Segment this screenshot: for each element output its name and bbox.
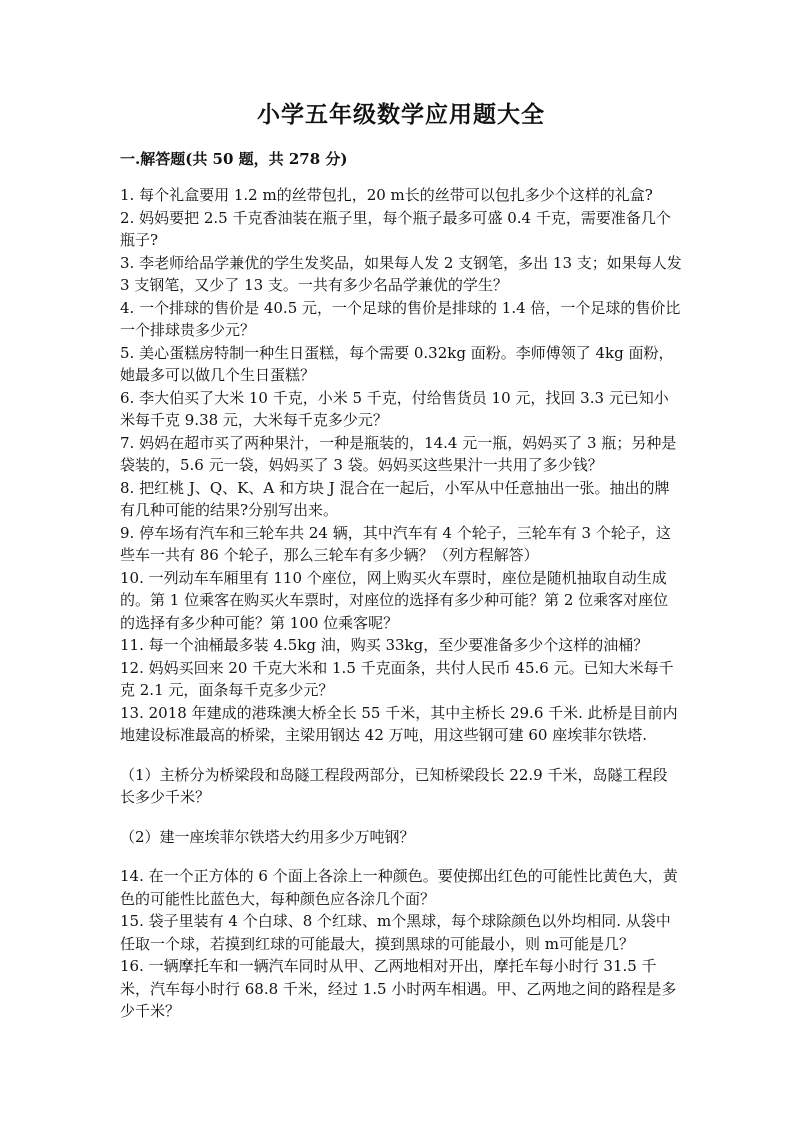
question-item: 6. 李大伯买了大米 10 千克，小米 5 千克，付给售货员 10 元，找回 3.3 元已知小米每千克 9.38 元，大米每千克多少元？ [120, 388, 669, 429]
question-item: 16. 一辆摩托车和一辆汽车同时从甲、乙两地相对开出，摩托车每小时行 31.5 千米，汽车每小时行 68.8 千米，经过 1.5 小时两车相遇。甲、乙两地之间的路程是多少千米？ [120, 957, 677, 1020]
question-item: 10. 一列动车车厢里有 110 个座位，网上购买火车票时，座位是随机抽取自动生成的。第 1 位乘客在购买火车票时，对座位的选择有多少种可能？第 2 位乘客对座位的选择有多少种可能？第 100 位乘客呢？ [120, 568, 669, 632]
spacer [120, 809, 682, 826]
question-item: 15. 袋子里装有 4 个白球、8 个红球、m个黑球，每个球除颜色以外均相同. 从袋中任取一个球，若摸到红球的可能最大，摸到黑球的可能最小，则 m可能是几？ [120, 912, 671, 953]
question-item: 12. 妈妈买回来 20 千克大米和 1.5 千克面条，共付人民币 45.6 元。已知大米每千克 2.1 元，面条每千克多少元？ [120, 658, 674, 699]
question-item: 14. 在一个正方体的 6 个面上各涂上一种颜色。要使掷出红色的可能性比黄色大，黄色的可能性比蓝色大，每种颜色应各涂几个面？ [120, 867, 678, 908]
question-item: 1. 每个礼盒要用 1.2 m的丝带包扎，20 m长的丝带可以包扎多少个这样的礼盒? [120, 186, 653, 204]
question-item: 5. 美心蛋糕房特制一种生日蛋糕，每个需要 0.32kg 面粉。李师傅领了 4kg 面粉，她最多可以做几个生日蛋糕？ [120, 343, 674, 384]
spacer [120, 747, 682, 764]
sub-question-item: （2）建一座埃菲尔铁塔大约用多少万吨钢？ [120, 827, 415, 846]
spacer [120, 848, 682, 865]
question-list [120, 184, 682, 1023]
question-item: 11. 每一个油桶最多装 4.5kg 油，购买 33kg，至少要准备多少个这样的油桶？ [120, 636, 649, 654]
question-item: 4. 一个排球的售价是 40.5 元，一个足球的售价是排球的 1.4 倍，一个足球的售价比一个排球贵多少元？ [120, 298, 681, 339]
question-item: 3. 李老师给品学兼优的学生发奖品，如果每人发 2 支钢笔，多出 13 支；如果每人发 3 支钢笔，又少了 13 支。一共有多少名品学兼优的学生？ [120, 253, 682, 294]
question-item: 13. 2018 年建成的港珠澳大桥全长 55 千米，其中主桥长 29.6 千米. 此桥是目前内地建设标准最高的桥梁，主梁用钢达 42 万吨，用这些钢可建 60 座埃菲尔铁塔. [120, 703, 678, 744]
question-item: 9. 停车场有汽车和三轮车共 24 辆，其中汽车有 4 个轮子，三轮车有 3 个轮子，这些车一共有 86 个轮子，那么三轮车有多少辆？（列方程解答） [120, 523, 671, 564]
sub-question-item: （1）主桥分为桥梁段和岛隧工程段两部分，已知桥梁段长 22.9 千米，岛隧工程段长多少千米？ [120, 765, 668, 806]
page-title: 小学五年级数学应用题大全 [257, 101, 545, 128]
question-item: 2. 妈妈要把 2.5 千克香油装在瓶子里，每个瓶子最多可盛 0.4 千克，需要准备几个瓶子? [120, 208, 671, 249]
question-item: 7. 妈妈在超市买了两种果汁，一种是瓶装的，14.4 元一瓶，妈妈买了 3 瓶；另种是袋装的，5.6 元一袋，妈妈买了 3 袋。妈妈买这些果汁一共用了多少钱？ [120, 433, 677, 474]
section-heading: 一.解答题(共 50 题，共 278 分) [120, 150, 348, 168]
question-item: 8. 把红桃 J、Q、K、A 和方块 J 混合在一起后，小军从中任意抽出一张。抽出的牌有几种可能的结果?分别写出来。 [120, 478, 670, 519]
